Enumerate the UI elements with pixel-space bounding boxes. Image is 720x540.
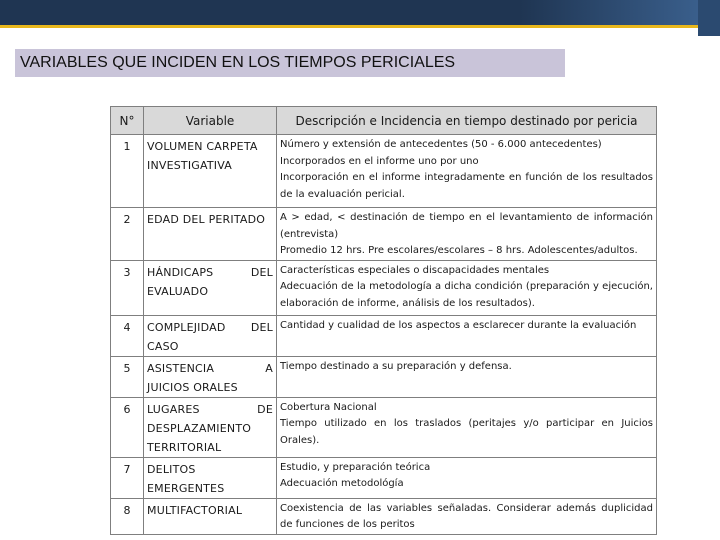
table-header-row [111,107,657,135]
variable-line: EMERGENTES [147,481,225,495]
row-number: 2 [111,208,144,261]
row-number: 5 [111,356,144,397]
row-number: 7 [111,457,144,498]
slide-title-box [15,49,565,77]
description-line: Incorporados en el informe uno por uno [280,155,479,167]
row-description [277,260,657,315]
variable-line: EDAD DEL PERITADO [147,213,266,226]
description-line: Promedio 12 hrs. Pre escolares/escolares – 8 hrs. Adolescentes/adultos. [280,245,638,256]
description-line: Incorporación en el informe integradamente en función de los resultados de la evaluación pericial. [280,172,653,200]
row-description [277,498,657,534]
banner-gold-line [0,25,700,28]
variable-line: LUGARES DE [147,402,273,416]
row-variable [144,498,277,534]
row-variable [144,397,277,457]
row-description [277,315,657,356]
description-line: Estudio, y preparación teórica [280,461,431,473]
row-number: 8 [111,498,144,534]
row-variable [144,208,277,261]
variable-line: EVALUADO [147,284,209,298]
description-line: A > edad, < destinación de tiempo en el levantamiento de información (entrevista) [280,212,653,240]
description-line: Cantidad y cualidad de los aspectos a esclarecer durante la evaluación [280,319,637,331]
variable-line: DELITOS [147,462,196,476]
row-description [277,397,657,457]
row-description [277,208,657,261]
banner-gradient [520,0,700,25]
table-row [111,260,657,315]
description-line: Características especiales o discapacidades mentales [280,264,550,276]
row-number: 6 [111,397,144,457]
table-row [111,356,657,397]
description-line: Tiempo utilizado en los traslados (peritajes y/o participar en Juicios Orales). [280,418,653,446]
description-line: Tiempo destinado a su preparación y defensa. [280,360,512,372]
row-variable [144,315,277,356]
variable-line: ASISTENCIA A [147,361,273,375]
description-line: Coexistencia de las variables señaladas. Considerar además duplicidad de funciones de los peritos [280,502,653,530]
description-line: Número y extensión de antecedentes (50 - 6.000 antecedentes) [280,139,602,150]
table-row [111,498,657,534]
description-line: Cobertura Nacional [280,401,377,413]
variable-line: VOLUMEN CARPETA [147,140,258,153]
variable-line: COMPLEJIDAD DEL [147,320,273,334]
header-description: Descripción e Incidencia en tiempo destinado por pericia [277,107,657,135]
table-row [111,135,657,208]
variable-line: MULTIFACTORIAL [147,503,243,517]
variable-line: JUICIOS ORALES [147,380,238,394]
row-variable [144,135,277,208]
row-variable [144,260,277,315]
row-number: 4 [111,315,144,356]
description-line: Adecuación metodológía [280,478,404,489]
header-variable: Variable [144,107,277,135]
row-variable [144,356,277,397]
row-description [277,135,657,208]
variable-line: DESPLAZAMIENTO [147,421,252,435]
row-description [277,356,657,397]
table-row [111,397,657,457]
slide-title: VARIABLES QUE INCIDEN EN LOS TIEMPOS PERICIALES [20,54,456,71]
variables-table [110,106,657,535]
variable-line: INVESTIGATIVA [147,159,232,172]
description-line: Adecuación de la metodología a dicha condición (preparación y ejecución, elaboración de informe, análisis de los resultados). [280,281,653,309]
row-description [277,457,657,498]
row-variable [144,457,277,498]
banner-tail [698,0,720,36]
variable-line: CASO [147,339,179,353]
row-number: 3 [111,260,144,315]
table-row [111,315,657,356]
top-banner [0,0,720,36]
variable-line: HÁNDICAPS DEL [147,265,273,279]
variable-line: TERRITORIAL [147,440,222,454]
table-row [111,457,657,498]
row-number: 1 [111,135,144,208]
table-row [111,208,657,261]
header-number: N° [111,107,144,135]
